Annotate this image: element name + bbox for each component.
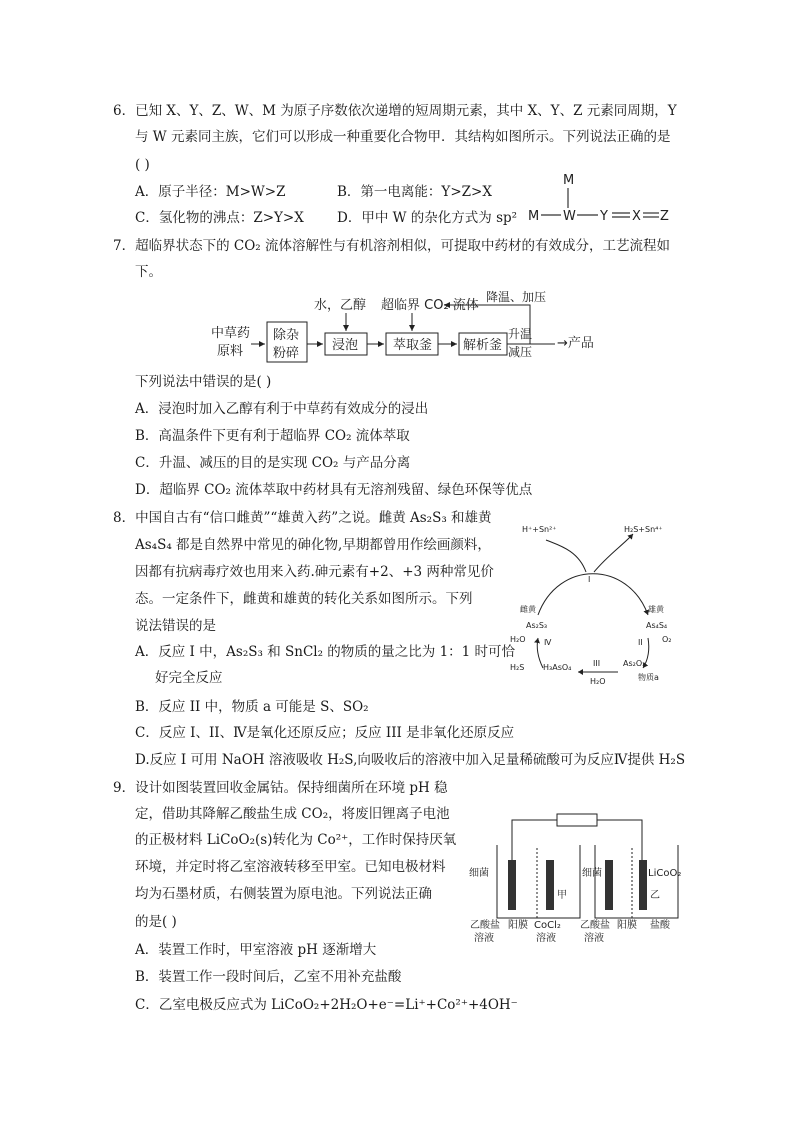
struct-atom-z: Z	[660, 209, 669, 224]
label-cocl2-1: CoCl₂	[534, 920, 561, 931]
label-membrane-right: 阳膜	[617, 920, 637, 931]
wire-right	[597, 820, 642, 862]
q8-option-d: D.反应 I 可用 NaOH 溶液吸收 H₂S,向吸收后的溶液中加入足量稀硫酸可为反应Ⅳ提供 H₂S	[135, 752, 686, 768]
q9-stem-line3: 的正极材料 LiCoO₂(s)转化为 Co²⁺，工作时保持厌氧	[135, 832, 457, 848]
q7-process-flowchart	[205, 283, 600, 368]
label-h2o-bottom: H₂O	[590, 677, 606, 686]
struct-atom-x: X	[632, 209, 641, 224]
q8-stem-line5: 说法错误的是	[135, 618, 216, 634]
label-bacteria-right: 细菌	[582, 868, 602, 879]
q7-option-a: A．浸泡时加入乙醇有利于中草药有效成分的浸出	[135, 401, 429, 417]
label-xionghuang: 雄黄	[648, 605, 664, 614]
electrode-right-anode	[605, 860, 613, 910]
q9-stem-line6: 的是( )	[135, 914, 177, 930]
q9-option-b: B．装置工作一段时间后，乙室不用补充盐酸	[135, 969, 402, 985]
q6-option-a: A．原子半径：M>W>Z	[135, 184, 286, 200]
q9-stem-line2: 定，借助其降解乙酸盐生成 CO₂，将废旧锂离子电池	[135, 806, 450, 822]
q7-stem-line1: 7．超临界状态下的 CO₂ 流体溶解性与有机溶剂相似，可提取中药材的有效成分，工艺流程如	[113, 238, 670, 254]
cycle-arc-reaction-1	[538, 574, 648, 615]
q8-arsenic-cycle-diagram	[498, 520, 688, 690]
label-h3aso4: H₃AsO₄	[543, 663, 572, 672]
label-o2: O₂	[662, 635, 672, 644]
struct-atom-y: Y	[600, 209, 608, 224]
label-roman-2: II	[638, 638, 643, 647]
cycle-branch-in	[546, 540, 586, 572]
flow-box3-text: 萃取釜	[393, 338, 433, 353]
flow-sc-co2-label: 超临界 CO₂ 流体	[381, 298, 479, 313]
q6-answer-blank: ( )	[135, 157, 150, 173]
label-as2o3: As₂O₃	[623, 659, 646, 668]
struct-atom-w: W	[563, 209, 576, 224]
label-roman-4: Ⅳ	[544, 638, 552, 647]
q9-stem-line1: 9．设计如图装置回收金属钴。保持细菌所在环境 pH 稳	[113, 780, 448, 796]
flow-raw-label-2: 原料	[217, 344, 244, 359]
label-licoo2: LiCoO₂	[648, 868, 682, 879]
label-acetate-right-1: 乙酸盐	[580, 920, 610, 931]
flow-box4-text: 解析釜	[463, 338, 503, 353]
q9-cobalt-recovery-device	[462, 800, 694, 945]
q6-option-d: D．甲中 W 的杂化方式为 sp²	[337, 210, 518, 226]
q8-option-c: C．反应 I、II、Ⅳ是氧化还原反应；反应 III 是非氧化还原反应	[135, 725, 515, 741]
label-hcl: 盐酸	[650, 920, 670, 931]
flow-heat-label: 升温	[508, 327, 533, 341]
q7-option-b: B．高温条件下更有利于超临界 CO₂ 流体萃取	[135, 428, 410, 444]
label-roman-3: III	[593, 659, 601, 668]
q9-stem-line4: 环境，并定时将乙室溶液转移至甲室。已知电极材料	[135, 859, 446, 875]
q8-option-a-line2: 好完全反应	[155, 670, 223, 686]
q7-option-c: C．升温、减压的目的是实现 CO₂ 与产品分离	[135, 455, 411, 471]
q8-option-a-line1: A．反应 I 中，As₂S₃ 和 SnCl₂ 的物质的量之比为 1：1 时可恰	[135, 644, 516, 660]
flow-box1-text-2: 粉碎	[273, 346, 300, 361]
struct-atom-m-top: M	[563, 173, 575, 188]
flow-box2-text: 浸泡	[332, 338, 359, 353]
q8-stem-line1: 8．中国自古有“信口雌黄”“雄黄入药”之说。雌黄 As₂S₃ 和雄黄	[113, 510, 492, 526]
flow-box1-text-1: 除杂	[273, 328, 300, 343]
q6-stem-line2: 与 W 元素同主族，它们可以形成一种重要化合物甲．其结构如图所示。下列说法正确的是	[135, 129, 671, 145]
label-h2o-left: H₂O	[510, 635, 526, 644]
label-bacteria-left: 细菌	[469, 868, 489, 879]
label-room-jia: 甲	[557, 890, 567, 901]
q8-stem-line3: 因都有抗病毒疗效也用来入药.砷元素有+2、+3 两种常见价	[135, 564, 494, 580]
label-membrane-left: 阳膜	[508, 920, 528, 931]
label-acetate-left-2: 溶液	[474, 933, 494, 944]
q7-stem-line2: 下。	[135, 264, 162, 280]
label-h-sn2: H⁺+Sn²⁺	[522, 525, 557, 534]
q9-stem-line5: 均为石墨材质，右侧装置为原电池。下列说法正确	[135, 886, 432, 902]
q6-structure-diagram	[520, 168, 680, 228]
q7-question: 下列说法中错误的是( )	[135, 374, 272, 390]
q7-option-d: D．超临界 CO₂ 流体萃取中药材具有无溶剂残留、绿色环保等优点	[135, 482, 533, 498]
label-acetate-right-2: 溶液	[584, 933, 604, 944]
flow-cool-press-label: 降温、加压	[486, 290, 547, 304]
label-cocl2-2: 溶液	[536, 933, 556, 944]
flow-water-ethanol-label: 水，乙醇	[314, 298, 367, 313]
label-h2s-sn4: H₂S+Sn⁴⁺	[624, 525, 663, 534]
electrode-right-cathode	[639, 860, 647, 910]
q8-stem-line2: As₄S₄ 都是自然界中常见的砷化物,早期都曾用作绘画颜料，	[135, 537, 491, 553]
flow-reduce-label: 减压	[508, 345, 533, 359]
label-room-yi: 乙	[650, 890, 660, 901]
electrode-left-anode	[508, 860, 516, 910]
resistor	[557, 814, 597, 826]
flow-product-label: →产品	[557, 336, 594, 351]
q6-option-b: B．第一电离能：Y>Z>X	[337, 184, 492, 200]
label-as2s3: As₂S₃	[526, 621, 548, 630]
label-acetate-left-1: 乙酸盐	[470, 920, 500, 931]
q6-stem-line1: 6．已知 X、Y、Z、W、M 为原子序数依次递增的短周期元素，其中 X、Y、Z 元素同周期，Y	[113, 103, 677, 119]
electrode-left-cathode	[546, 860, 554, 910]
label-cihuang: 雌黄	[520, 605, 536, 614]
q8-stem-line4: 态。一定条件下，雌黄和雄黄的转化关系如图所示。下列	[135, 591, 473, 607]
q9-option-a: A．装置工作时，甲室溶液 pH 逐渐增大	[135, 942, 377, 958]
label-roman-1: I	[588, 575, 591, 584]
label-h2s: H₂S	[510, 663, 525, 672]
q9-option-c: C．乙室电极反应式为 LiCoO₂+2H₂O+e⁻=Li⁺+Co²⁺+4OH⁻	[135, 997, 518, 1013]
wire-left	[512, 820, 557, 862]
flow-raw-label-1: 中草药	[211, 326, 251, 341]
struct-atom-m-left: M	[528, 209, 540, 224]
q6-option-c: C．氢化物的沸点：Z>Y>X	[135, 210, 304, 226]
cycle-branch-out	[594, 534, 633, 572]
label-substance-a: 物质a	[638, 673, 659, 682]
q8-option-b: B．反应 II 中，物质 a 可能是 S、SO₂	[135, 699, 369, 715]
label-as4s4: As₄S₄	[646, 621, 668, 630]
